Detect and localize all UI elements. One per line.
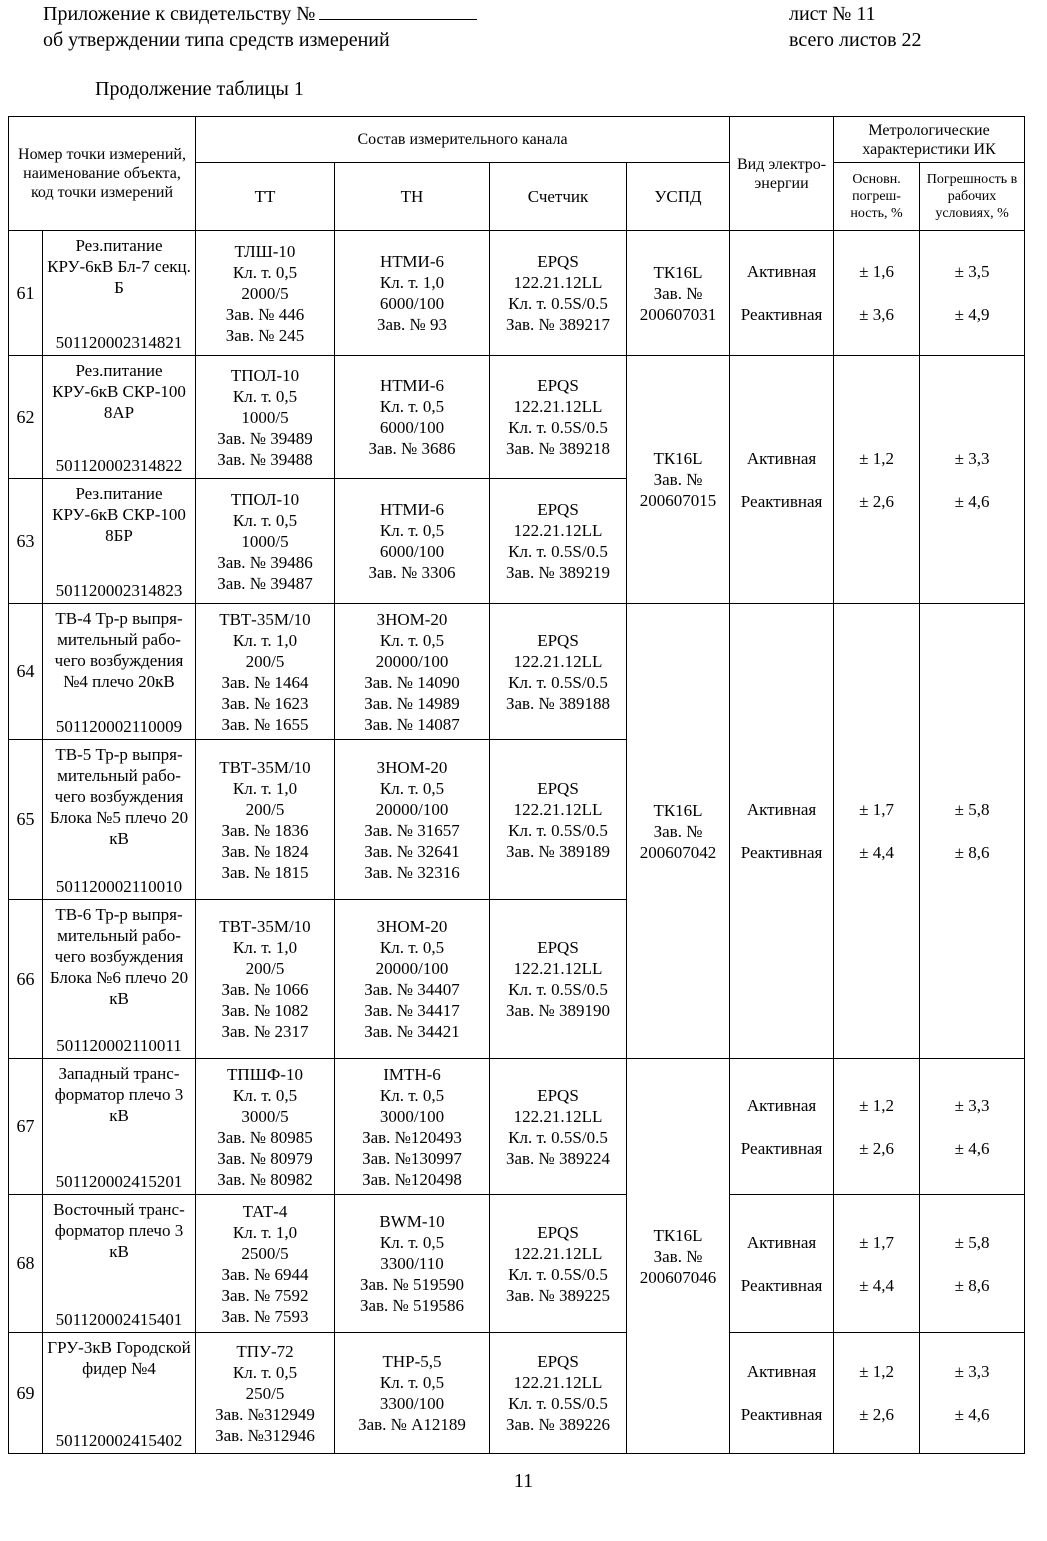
basic-error [834, 231, 920, 356]
work-error-reactive: ± 4,9 [954, 305, 990, 324]
electricity-meter: EPQS 122.21.12LL Кл. т. 0.5S/0.5 Зав. № 389219 [490, 479, 627, 604]
energy-type [730, 1333, 834, 1454]
voltage-transformer: ЗНОМ-20 Кл. т. 0,5 20000/100 Зав. № 31657 Зав. № 32641 Зав. № 32316 [335, 740, 490, 900]
measurement-point [43, 740, 196, 900]
energy-type-reactive: Реактивная [740, 1275, 823, 1295]
work-error [920, 1195, 1025, 1333]
basic-error-reactive: ± 2,6 [859, 1138, 894, 1158]
object-name: Рез.питание КРУ-6кВ СКР-100 8БР [52, 484, 186, 545]
object-name: ТВ-4 Тр-р выпря-мительный рабо-чего возбуждения №4 плечо 20кВ [54, 609, 184, 691]
measurement-channels-table [8, 116, 1025, 1454]
certificate-number-blank [319, 1, 477, 20]
work-error-active: ± 5,8 [954, 800, 990, 819]
page-number: 11 [513, 1470, 534, 1492]
electricity-meter: EPQS 122.21.12LL Кл. т. 0.5S/0.5 Зав. № 389188 [490, 604, 627, 740]
work-error [920, 1333, 1025, 1454]
row-number: 67 [9, 1059, 43, 1195]
sheet-number: лист № 11 [789, 3, 876, 25]
measurement-point [43, 604, 196, 740]
object-name: ТВ-5 Тр-р выпря-мительный рабо-чего возбуждения Блока №5 плечо 20 кВ [49, 745, 189, 848]
table-row [9, 1333, 1025, 1454]
measurement-point [43, 356, 196, 479]
table-row [9, 1195, 1025, 1333]
point-code: 501120002314822 [55, 456, 183, 475]
object-name: Рез.питание КРУ-6кВ СКР-100 8АР [52, 361, 186, 422]
uspd-device: ТК16L Зав. № 200607042 [627, 604, 730, 1059]
electricity-meter: EPQS 122.21.12LL Кл. т. 0.5S/0.5 Зав. № 389190 [490, 900, 627, 1059]
basic-error-reactive: ± 4,4 [859, 1275, 894, 1295]
voltage-transformer: IMTH-6 Кл. т. 0,5 3000/100 Зав. №120493 Зав. №130997 Зав. №120498 [335, 1059, 490, 1195]
basic-error-active: ± 1,2 [859, 448, 894, 468]
object-name: Рез.питание КРУ-6кВ Бл-7 секц. Б [47, 236, 191, 297]
header-metrological: Метрологические характеристики ИК [834, 117, 1025, 163]
current-transformer: ТАТ-4 Кл. т. 1,0 2500/5 Зав. № 6944 Зав. № 7592 Зав. № 7593 [196, 1195, 335, 1333]
work-error [920, 231, 1025, 356]
doc-header-right [789, 1, 922, 53]
basic-error-active: ± 1,7 [859, 800, 894, 819]
measurement-point [43, 1195, 196, 1333]
row-number: 68 [9, 1195, 43, 1333]
row-number: 69 [9, 1333, 43, 1454]
electricity-meter: EPQS 122.21.12LL Кл. т. 0.5S/0.5 Зав. № 389189 [490, 740, 627, 900]
energy-type [730, 231, 834, 356]
work-error-reactive: ± 8,6 [954, 843, 990, 862]
energy-type [730, 1195, 834, 1333]
current-transformer: ТПШФ-10 Кл. т. 0,5 3000/5 Зав. № 80985 Зав. № 80979 Зав. № 80982 [196, 1059, 335, 1195]
header-uspd: УСПД [627, 163, 730, 231]
point-code: 501120002415402 [55, 1431, 183, 1450]
header-tn: ТН [335, 163, 490, 231]
energy-type-reactive: Реактивная [740, 491, 823, 511]
object-name: ТВ-6 Тр-р выпря-мительный рабо-чего возбуждения Блока №6 плечо 20 кВ [49, 905, 189, 1008]
energy-type-reactive: Реактивная [740, 1405, 823, 1424]
current-transformer: ТВТ-35М/10 Кл. т. 1,0 200/5 Зав. № 1066 Зав. № 1082 Зав. № 2317 [196, 900, 335, 1059]
header-title-line1: Приложение к свидетельству № [43, 3, 316, 25]
uspd-device: ТК16L Зав. № 200607015 [627, 356, 730, 604]
work-error-active: ± 5,8 [954, 1232, 990, 1252]
basic-error-reactive: ± 4,4 [859, 843, 894, 862]
electricity-meter: EPQS 122.21.12LL Кл. т. 0.5S/0.5 Зав. № 389225 [490, 1195, 627, 1333]
measurement-point [43, 1059, 196, 1195]
basic-error [834, 1333, 920, 1454]
work-error-reactive: ± 4,6 [954, 1138, 990, 1158]
energy-type-active: Активная [746, 1362, 817, 1381]
work-error-active: ± 3,3 [954, 448, 990, 468]
voltage-transformer: ТНР-5,5 Кл. т. 0,5 3300/100 Зав. № А12189 [335, 1333, 490, 1454]
electricity-meter: EPQS 122.21.12LL Кл. т. 0.5S/0.5 Зав. № 389217 [490, 231, 627, 356]
work-error [920, 1059, 1025, 1195]
electricity-meter: EPQS 122.21.12LL Кл. т. 0.5S/0.5 Зав. № 389218 [490, 356, 627, 479]
basic-error-reactive: ± 2,6 [859, 1405, 894, 1424]
energy-type-reactive: Реактивная [740, 843, 823, 862]
table-row [9, 1059, 1025, 1195]
voltage-transformer: НТМИ-6 Кл. т. 0,5 6000/100 Зав. № 3686 [335, 356, 490, 479]
row-number: 65 [9, 740, 43, 900]
energy-type-active: Активная [746, 1232, 817, 1252]
energy-type [730, 604, 834, 1059]
voltage-transformer: BWM-10 Кл. т. 0,5 3300/110 Зав. № 519590 Зав. № 519586 [335, 1195, 490, 1333]
measurement-point [43, 231, 196, 356]
object-name: Западный транс-форматор плечо 3 кВ [54, 1064, 184, 1125]
table-continuation-caption: Продолжение таблицы 1 [95, 78, 304, 100]
header-tt: ТТ [196, 163, 335, 231]
current-transformer: ТПУ-72 Кл. т. 0,5 250/5 Зав. №312949 Зав. №312946 [196, 1333, 335, 1454]
row-number: 62 [9, 356, 43, 479]
object-name: Восточный транс-форматор плечо 3 кВ [53, 1200, 185, 1261]
electricity-meter: EPQS 122.21.12LL Кл. т. 0.5S/0.5 Зав. № 389226 [490, 1333, 627, 1454]
header-point: Номер точки измерений, наименование объекта, код точки измерений [9, 117, 196, 231]
measurement-point [43, 900, 196, 1059]
uspd-device: ТК16L Зав. № 200607046 [627, 1059, 730, 1454]
energy-type [730, 356, 834, 604]
work-error-reactive: ± 4,6 [954, 1405, 990, 1424]
table-row [9, 604, 1025, 740]
electricity-meter: EPQS 122.21.12LL Кл. т. 0.5S/0.5 Зав. № 389224 [490, 1059, 627, 1195]
row-number: 63 [9, 479, 43, 604]
energy-type [730, 1059, 834, 1195]
header-work-error: Погрешность в рабочих условиях, % [920, 163, 1025, 231]
header-energy-type: Вид электро-энергии [730, 117, 834, 231]
energy-type-active: Активная [746, 448, 817, 468]
energy-type-reactive: Реактивная [740, 305, 823, 324]
doc-header-left [43, 1, 477, 53]
table-row [9, 231, 1025, 356]
row-number: 64 [9, 604, 43, 740]
voltage-transformer: НТМИ-6 Кл. т. 0,5 6000/100 Зав. № 3306 [335, 479, 490, 604]
row-number: 61 [9, 231, 43, 356]
basic-error [834, 1059, 920, 1195]
point-code: 501120002415201 [55, 1172, 183, 1191]
work-error [920, 356, 1025, 604]
measurement-point [43, 479, 196, 604]
object-name: ГРУ-3кВ Городской фидер №4 [47, 1338, 191, 1378]
header-basic-error: Основн. погреш-ность, % [834, 163, 920, 231]
current-transformer: ТПОЛ-10 Кл. т. 0,5 1000/5 Зав. № 39486 Зав. № 39487 [196, 479, 335, 604]
voltage-transformer: ЗНОМ-20 Кл. т. 0,5 20000/100 Зав. № 14090 Зав. № 14989 Зав. № 14087 [335, 604, 490, 740]
energy-type-reactive: Реактивная [740, 1138, 823, 1158]
header-title-line2: об утверждении типа средств измерений [43, 29, 390, 51]
current-transformer: ТВТ-35М/10 Кл. т. 1,0 200/5 Зав. № 1464 Зав. № 1623 Зав. № 1655 [196, 604, 335, 740]
energy-type-active: Активная [746, 1095, 817, 1115]
work-error-active: ± 3,3 [954, 1095, 990, 1115]
work-error [920, 604, 1025, 1059]
basic-error [834, 1195, 920, 1333]
work-error-reactive: ± 8,6 [954, 1275, 990, 1295]
basic-error-reactive: ± 3,6 [859, 305, 894, 324]
point-code: 501120002314823 [55, 581, 183, 600]
point-code: 501120002110010 [55, 877, 183, 896]
table-row [9, 356, 1025, 479]
point-code: 501120002314821 [55, 333, 183, 352]
measurement-point [43, 1333, 196, 1454]
voltage-transformer: НТМИ-6 Кл. т. 1,0 6000/100 Зав. № 93 [335, 231, 490, 356]
basic-error-active: ± 1,2 [859, 1362, 894, 1381]
work-error-active: ± 3,5 [954, 262, 990, 281]
basic-error [834, 356, 920, 604]
point-code: 501120002110009 [55, 717, 183, 736]
voltage-transformer: ЗНОМ-20 Кл. т. 0,5 20000/100 Зав. № 34407 Зав. № 34417 Зав. № 34421 [335, 900, 490, 1059]
point-code: 501120002415401 [55, 1310, 183, 1329]
total-sheets: всего листов 22 [789, 29, 922, 51]
work-error-active: ± 3,3 [954, 1362, 990, 1381]
basic-error-reactive: ± 2,6 [859, 491, 894, 511]
work-error-reactive: ± 4,6 [954, 491, 990, 511]
basic-error-active: ± 1,7 [859, 1232, 894, 1252]
row-number: 66 [9, 900, 43, 1059]
header-composition: Состав измерительного канала [196, 117, 730, 163]
basic-error-active: ± 1,2 [859, 1095, 894, 1115]
uspd-device: ТК16L Зав. № 200607031 [627, 231, 730, 356]
current-transformer: ТПОЛ-10 Кл. т. 0,5 1000/5 Зав. № 39489 Зав. № 39488 [196, 356, 335, 479]
point-code: 501120002110011 [56, 1036, 182, 1055]
energy-type-active: Активная [746, 800, 817, 819]
current-transformer: ТВТ-35М/10 Кл. т. 1,0 200/5 Зав. № 1836 Зав. № 1824 Зав. № 1815 [196, 740, 335, 900]
basic-error-active: ± 1,6 [859, 262, 894, 281]
energy-type-active: Активная [746, 262, 817, 281]
current-transformer: ТЛШ-10 Кл. т. 0,5 2000/5 Зав. № 446 Зав. № 245 [196, 231, 335, 356]
basic-error [834, 604, 920, 1059]
header-meter: Счетчик [490, 163, 627, 231]
